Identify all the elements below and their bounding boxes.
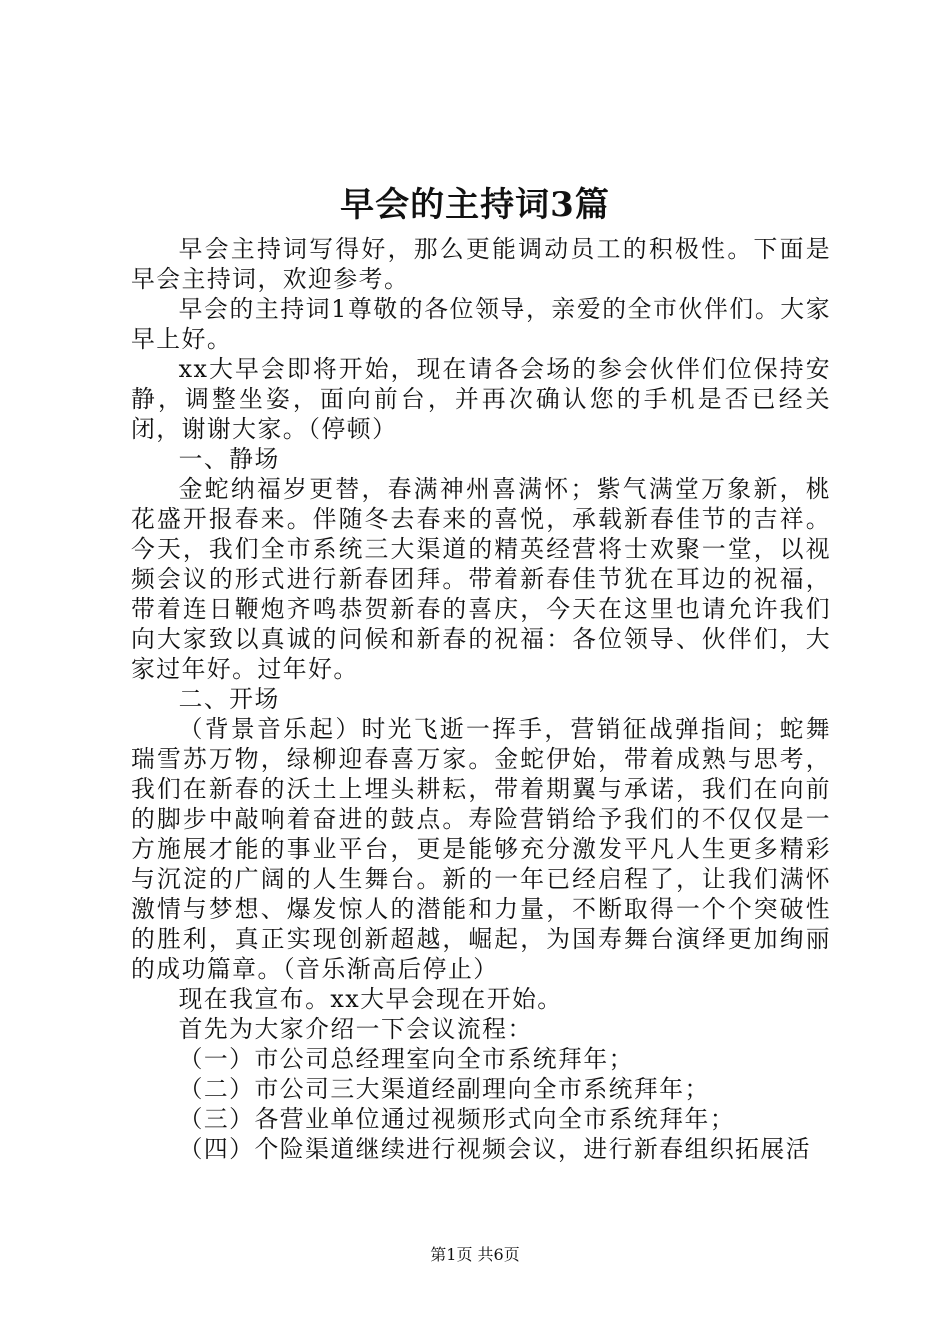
document-title: 早会的主持词3篇 bbox=[340, 185, 610, 225]
section-heading-opening: 二、开场 bbox=[178, 685, 280, 713]
agenda-item-3: （三）各营业单位通过视频形式向全市系统拜年； bbox=[178, 1105, 736, 1133]
paragraph-opening: （背景音乐起）时光飞逝一挥手，营销征战弹指间；蛇舞瑞雪苏万物，绿柳迎春喜万家。金蛇伊始，带着成熟与思考，我们在新春的沃土上埋头耕耘，带着期翼与承诺，我们在向前的脚步中敲响着奋进的鼓点。寿险营销给予我们的不仅仅是一方施展才能的事业平台，更是能够充分激发平凡人生更多精彩与沉淀的广阔的人生舞台。新的一年已经启程了，让我们满怀激情与梦想、爆发惊人的潜能和力量，不断取得一个个突破性的胜利，真正实现创新超越，崛起，为国寿舞台演绎更加绚丽的成功篇章。（音乐渐高后停止） bbox=[131, 715, 831, 983]
paragraph-silence: 金蛇纳福岁更替，春满神州喜满怀；紫气满堂万象新，桃花盛开报春来。伴随冬去春来的喜悦，承载新春佳节的吉祥。今天，我们全市系统三大渠道的精英经营将士欢聚一堂，以视频会议的形式进行新春团拜。带着新春佳节犹在耳边的祝福，带着连日鞭炮齐鸣恭贺新春的喜庆，今天在这里也请允许我们向大家致以真诚的问候和新春的祝福：各位领导、伙伴们，大家过年好。过年好。 bbox=[131, 475, 831, 683]
section-heading-silence: 一、静场 bbox=[178, 445, 280, 473]
agenda-item-1: （一）市公司总经理室向全市系统拜年； bbox=[178, 1045, 634, 1073]
document-body bbox=[131, 234, 831, 1164]
paragraph-announcement: 现在我宣布。xx大早会现在开始。 bbox=[178, 985, 563, 1013]
agenda-item-4: （四）个险渠道继续进行视频会议，进行新春组织拓展活 bbox=[178, 1135, 812, 1163]
agenda-item-2: （二）市公司三大渠道经副理向全市系统拜年； bbox=[178, 1075, 710, 1103]
page-footer: 第1页 共6页 bbox=[430, 1245, 520, 1264]
paragraph-agenda-intro: 首先为大家介绍一下会议流程： bbox=[178, 1015, 533, 1043]
paragraph-greeting: 早会的主持词1尊敬的各位领导，亲爱的全市伙伴们。大家早上好。 bbox=[131, 295, 831, 353]
paragraph-intro: 早会主持词写得好，那么更能调动员工的积极性。下面是早会主持词，欢迎参考。 bbox=[131, 235, 831, 293]
paragraph-opening-notice: xx大早会即将开始，现在请各会场的参会伙伴们位保持安静，调整坐姿，面向前台，并再次确认您的手机是否已经关闭，谢谢大家。（停顿） bbox=[131, 355, 831, 443]
